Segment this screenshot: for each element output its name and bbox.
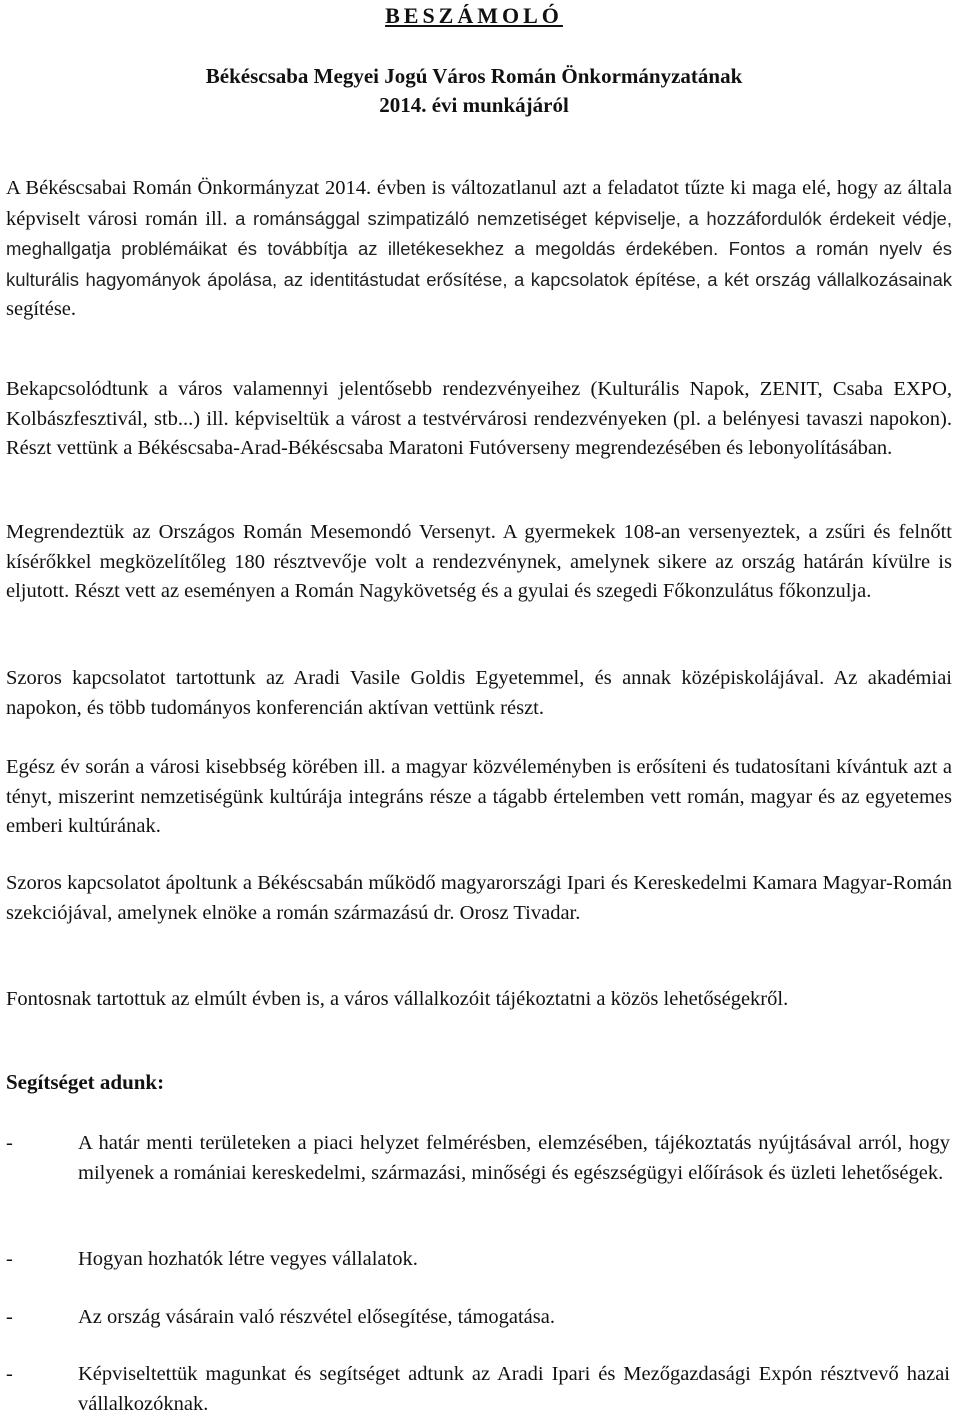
bullet-dash: -: [6, 1248, 13, 1270]
section-heading: Segítséget adunk:: [6, 1070, 165, 1094]
paragraph-storytelling-contest: Megrendeztük az Országos Román Mesemondó Versenyt. A gyermekek 108-an versenyeztek, a zsűri és felnőtt kísérőkkel megközelítőleg 180 résztvevője volt a rendezvénynek, amelynek sikere az ország határán kívülre is eljutott. Részt vett az eseményen a Román Nagykövetség és a gyulai és szegedi Főkonzulátus főkonzulja.: [6, 521, 952, 602]
bullet-text: Az ország vásárain való részvétel elősegítése, támogatása.: [78, 1306, 555, 1328]
bullet-dash: -: [6, 1306, 13, 1328]
document-subtitle-line1: Békéscsaba Megyei Jogú Város Román Önkormányzatának: [205, 64, 743, 88]
bullet-text: Képviseltettük magunkat és segítséget adtunk az Aradi Ipari és Mezőgazdasági Expón résztvevő hazai vállalkozóknak.: [78, 1363, 950, 1415]
intro-text-end: segítése.: [6, 298, 77, 320]
bullet-dash: -: [6, 1363, 13, 1385]
paragraph-university: Szoros kapcsolatot tartottunk az Aradi Vasile Goldis Egyetemmel, és annak középiskolájával. Az akadémiai napokon, és több tudományos konferencián aktívan vettünk részt.: [6, 667, 952, 719]
intro-paragraph: [6, 174, 952, 325]
bullet-dash: -: [6, 1132, 13, 1154]
document-title: BESZÁMOLÓ: [385, 3, 563, 28]
intro-text-serif: A Békéscsabai Román Önkormányzat 2014. évben is változatlanul azt a feladatot tűzte ki maga elé, hogy az általa képviselt városi román ill.: [6, 177, 952, 230]
document-subtitle-line2: 2014. évi munkájáról: [379, 93, 569, 117]
bullet-text: Hogyan hozhatók létre vegyes vállalatok.: [78, 1248, 418, 1270]
paragraph-culture: Egész év során a városi kisebbség körében ill. a magyar közvéleményben is erősíteni és tudatosítani kívántuk azt a tényt, miszerint nemzetiségünk kultúrája integráns része a tágabb értelemben vett román, magyar és az egyetemes emberi kultúrának.: [6, 756, 952, 837]
paragraph-chamber: Szoros kapcsolatot ápoltunk a Békéscsabán működő magyarországi Ipari és Kereskedelmi Kamara Magyar-Román szekciójával, amelynek elnöke a román származású dr. Orosz Tivadar.: [6, 872, 952, 924]
paragraph-entrepreneurs: Fontosnak tartottuk az elmúlt évben is, a város vállalkozóit tájékoztatni a közös lehetőségekről.: [6, 988, 789, 1010]
bullet-text: A határ menti területeken a piaci helyzet felmérésben, elemzésében, tájékoztatás nyújtásával arról, hogy milyenek a romániai kereskedelmi, származási, minőségi és egészségügyi előírások és üzleti lehetőségek.: [78, 1132, 950, 1184]
paragraph-events: Bekapcsolódtunk a város valamennyi jelentősebb rendezvényeihez (Kulturális Napok, ZENIT, Csaba EXPO, Kolbászfesztivál, stb...) ill. képviseltük a várost a testvérvárosi rendezvényeken (pl. a belényesi tavaszi napokon). Részt vettünk a Békéscsaba-Arad-Békéscsaba Maratoni Futóverseny megrendezésében és lebonyolításában.: [6, 378, 952, 459]
intro-text-sans: a románsággal szimpatizáló nemzetiséget képviselje, a hozzáfordulók érdekeit védje, meghallgatja problémáikat és továbbítja az illetékesekhez a megoldás érdekében. Fontos a román nyelv és kulturális hagyományok ápolása, az identitástudat erősítése, a kapcsolatok építése, a két ország vállalkozásainak: [6, 207, 952, 290]
